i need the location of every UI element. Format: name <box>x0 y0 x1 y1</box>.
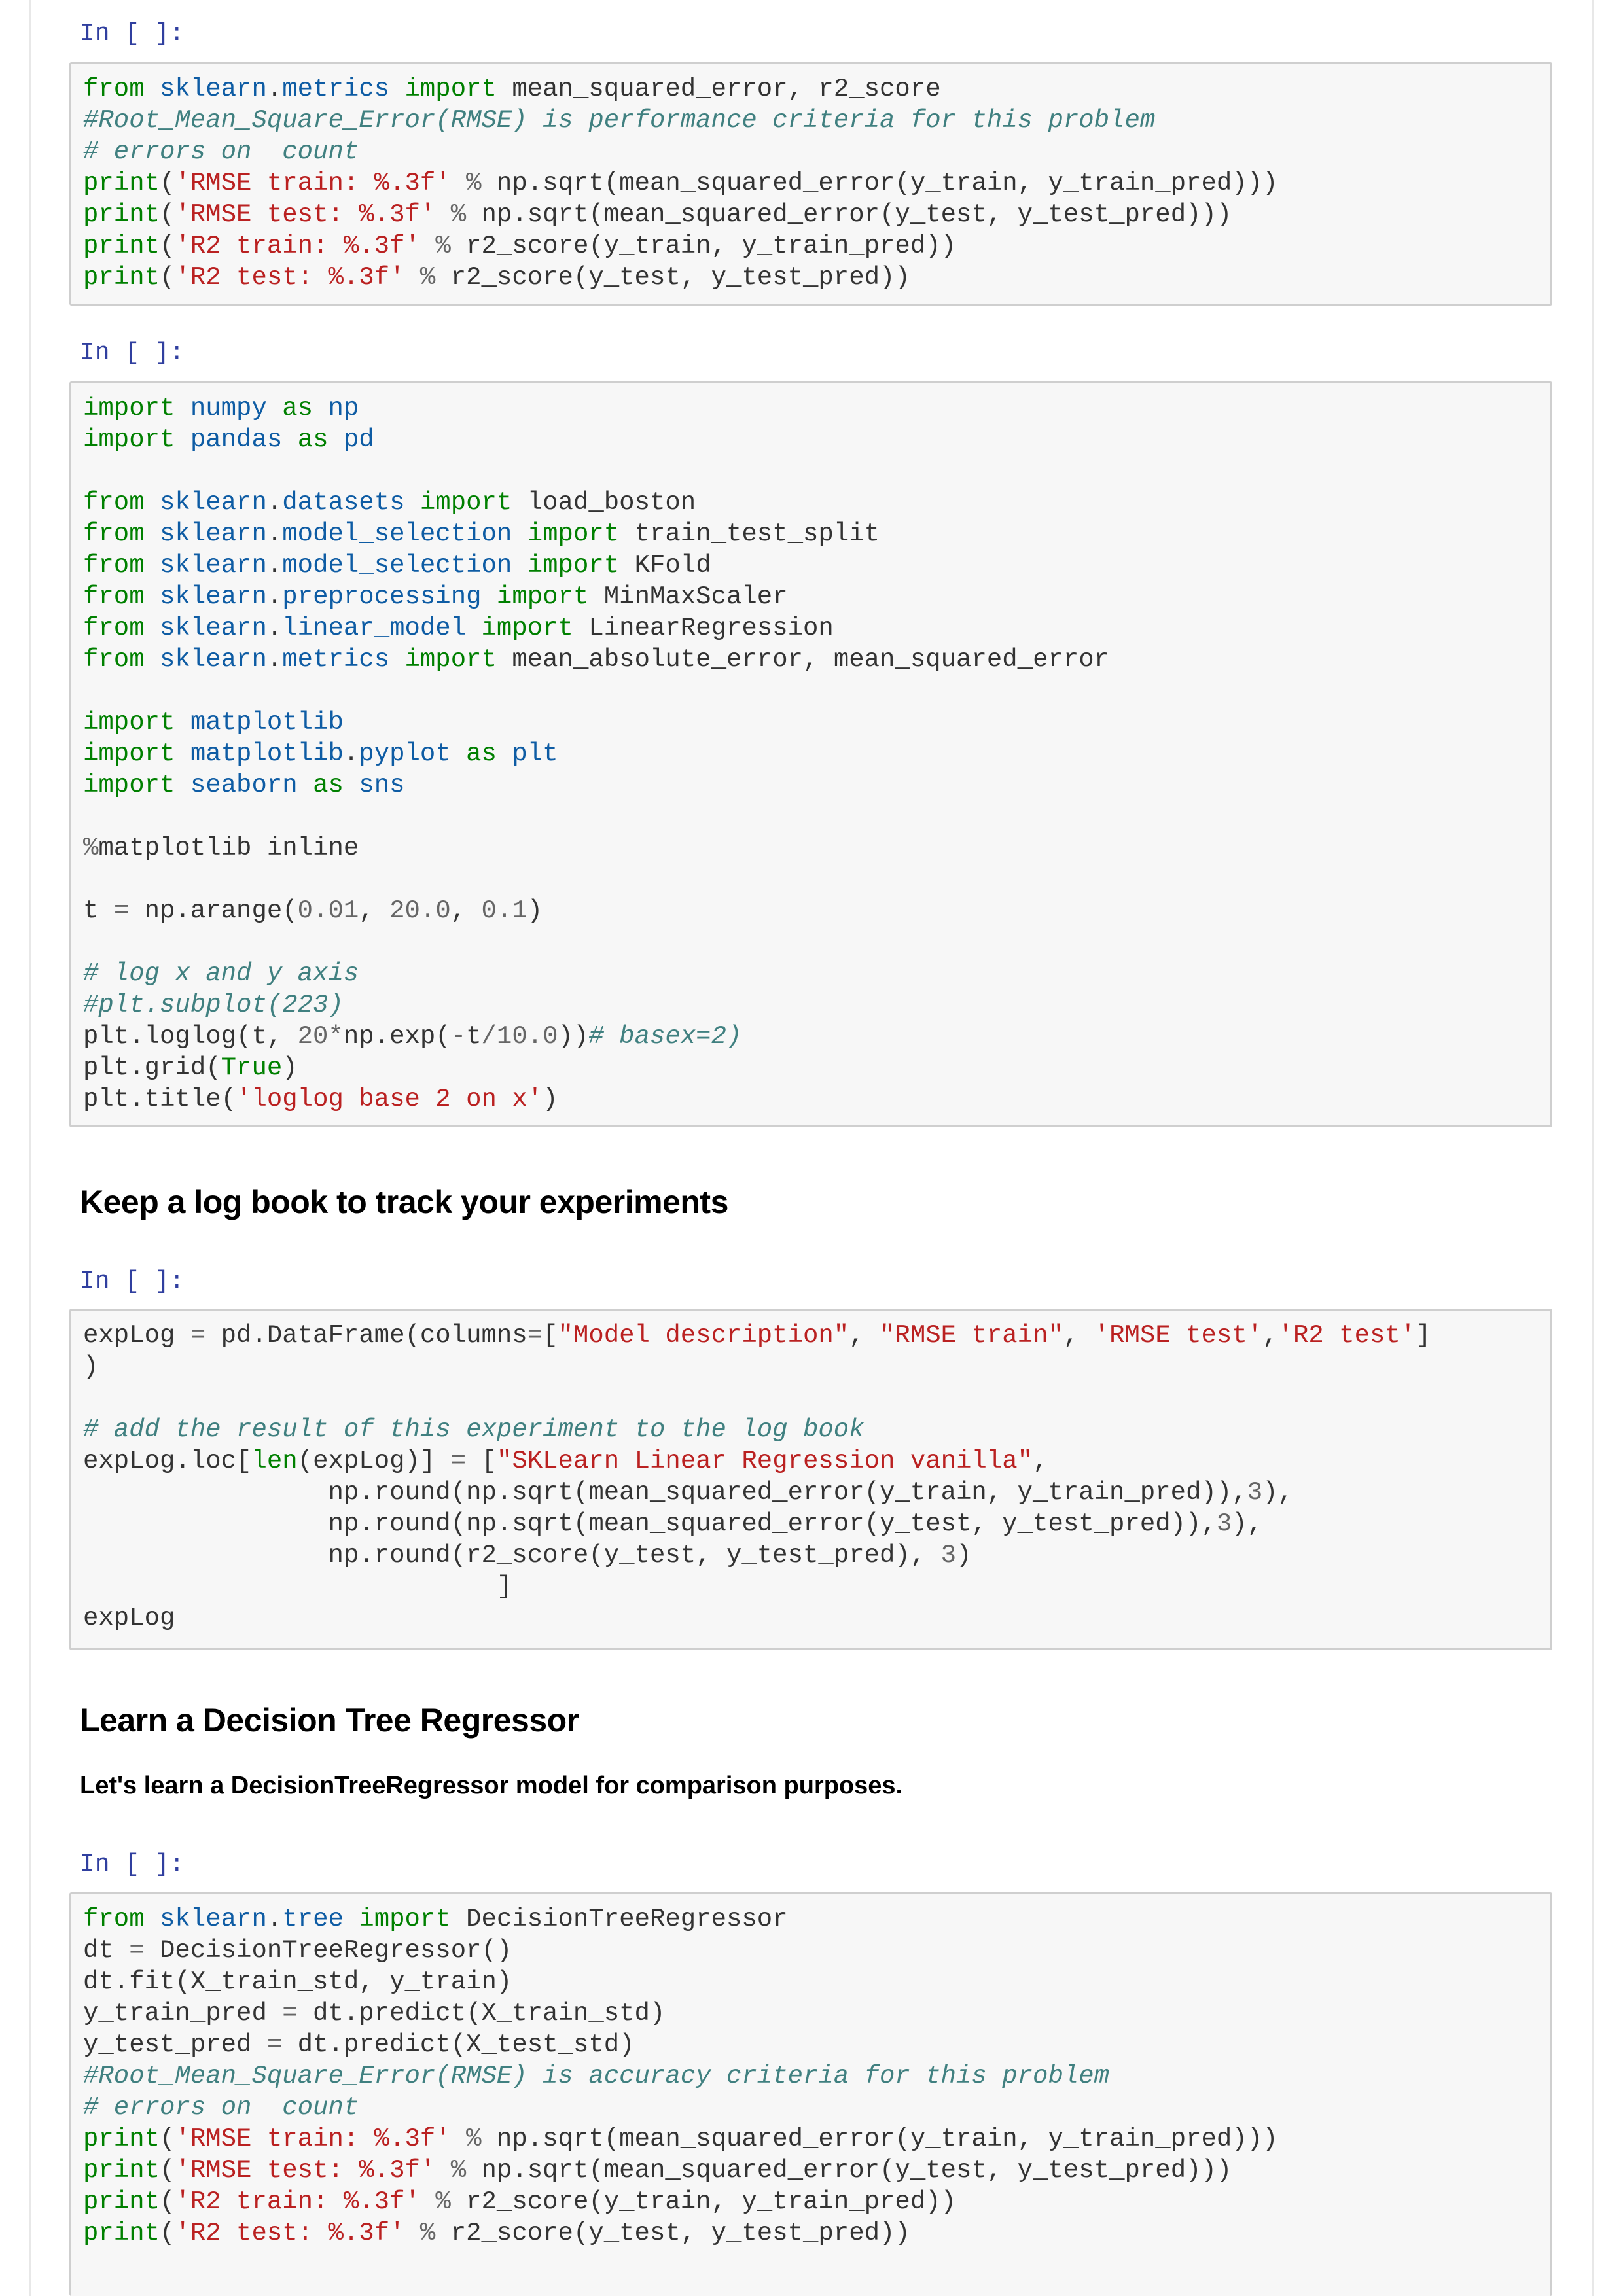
code-line: print('RMSE train: %.3f' % np.sqrt(mean_squared_error(y_train, y_train_pred))) <box>83 169 1278 198</box>
code-line: expLog = pd.DataFrame(columns=["Model description", "RMSE train", 'RMSE test','R2 test'] <box>83 1321 1431 1350</box>
code-line: dt.fit(X_train_std, y_train) <box>83 1968 512 1996</box>
code-line: dt = DecisionTreeRegressor() <box>83 1936 512 1965</box>
code-line: ] <box>83 1572 512 1601</box>
code-line: #Root_Mean_Square_Error(RMSE) is accuracy criteria for this problem <box>83 2062 1110 2091</box>
code-line: from sklearn.tree import DecisionTreeRegressor <box>83 1905 788 1934</box>
code-line: plt.loglog(t, 20*np.exp(-t/10.0))# basex=2) <box>83 1022 742 1051</box>
cell-prompt: In [ ]: <box>80 339 185 367</box>
cell-prompt: In [ ]: <box>80 1267 185 1296</box>
code-line: # log x and y axis <box>83 959 359 988</box>
code-line: print('R2 train: %.3f' % r2_score(y_train, y_train_pred)) <box>83 2187 957 2216</box>
code-line <box>83 864 1550 895</box>
code-line: print('R2 train: %.3f' % r2_score(y_train, y_train_pred)) <box>83 232 957 260</box>
code-line: np.round(r2_score(y_test, y_test_pred), 3) <box>83 1541 972 1570</box>
code-line: ) <box>83 1352 99 1381</box>
code-editor[interactable] <box>83 1894 1550 2249</box>
code-line: plt.grid(True) <box>83 1053 298 1082</box>
code-line: np.round(np.sqrt(mean_squared_error(y_train, y_train_pred)),3), <box>83 1478 1293 1507</box>
code-line: plt.title('loglog base 2 on x') <box>83 1085 558 1114</box>
code-line: print('R2 test: %.3f' % r2_score(y_test, y_test_pred)) <box>83 2219 910 2248</box>
code-line: t = np.arange(0.01, 20.0, 0.1) <box>83 896 543 925</box>
code-line <box>83 1383 1550 1414</box>
code-line <box>83 675 1550 707</box>
code-line: from sklearn.linear_model import LinearRegression <box>83 614 834 643</box>
code-line: #plt.subplot(223) <box>83 991 344 1019</box>
code-line: y_test_pred = dt.predict(X_test_std) <box>83 2030 635 2059</box>
code-line: # add the result of this experiment to the log book <box>83 1415 865 1444</box>
code-line: %matplotlib inline <box>83 834 359 862</box>
code-line: from sklearn.datasets import load_boston <box>83 488 696 517</box>
code-line: from sklearn.model_selection import train_test_split <box>83 520 880 548</box>
code-line: from sklearn.model_selection import KFold <box>83 551 711 580</box>
section-description: Let's learn a DecisionTreeRegressor model for comparison purposes. <box>80 1772 903 1799</box>
code-line: print('RMSE train: %.3f' % np.sqrt(mean_squared_error(y_train, y_train_pred))) <box>83 2125 1278 2153</box>
code-line: import matplotlib <box>83 708 344 737</box>
code-line <box>83 927 1550 958</box>
code-line: import pandas as pd <box>83 425 374 454</box>
code-line: import seaborn as sns <box>83 771 405 800</box>
code-line: print('RMSE test: %.3f' % np.sqrt(mean_squared_error(y_test, y_test_pred))) <box>83 2156 1232 2185</box>
code-line: print('R2 test: %.3f' % r2_score(y_test, y_test_pred)) <box>83 263 910 292</box>
code-line: np.round(np.sqrt(mean_squared_error(y_test, y_test_pred)),3), <box>83 1510 1263 1538</box>
code-line: from sklearn.metrics import mean_squared_error, r2_score <box>83 75 941 103</box>
cell-prompt: In [ ]: <box>80 20 185 48</box>
code-line: # errors on count <box>83 137 359 166</box>
cell-prompt: In [ ]: <box>80 1850 185 1879</box>
code-line: import numpy as np <box>83 394 359 423</box>
section-heading-decision-tree: Learn a Decision Tree Regressor <box>80 1702 579 1739</box>
code-line: y_train_pred = dt.predict(X_train_std) <box>83 1999 666 2028</box>
code-line <box>83 801 1550 832</box>
code-cell-explog[interactable] <box>69 1309 1552 1650</box>
section-heading-log-book: Keep a log book to track your experiments <box>80 1184 728 1220</box>
code-line: #Root_Mean_Square_Error(RMSE) is performance criteria for this problem <box>83 106 1156 135</box>
code-line: import matplotlib.pyplot as plt <box>83 739 558 768</box>
code-editor[interactable] <box>83 1311 1550 1634</box>
code-line: expLog.loc[len(expLog)] = ["SKLearn Linear Regression vanilla", <box>83 1447 1048 1475</box>
code-editor[interactable] <box>83 64 1550 293</box>
code-cell-decision-tree[interactable] <box>69 1892 1552 2296</box>
code-line: print('RMSE test: %.3f' % np.sqrt(mean_squared_error(y_test, y_test_pred))) <box>83 200 1232 229</box>
code-line <box>83 455 1550 487</box>
code-line: expLog <box>83 1604 175 1633</box>
code-line: from sklearn.metrics import mean_absolute_error, mean_squared_error <box>83 645 1110 674</box>
code-line: from sklearn.preprocessing import MinMaxScaler <box>83 582 788 611</box>
code-editor[interactable] <box>83 383 1550 1115</box>
code-cell-metrics[interactable] <box>69 62 1552 306</box>
code-line: # errors on count <box>83 2093 359 2122</box>
code-cell-imports[interactable] <box>69 381 1552 1127</box>
